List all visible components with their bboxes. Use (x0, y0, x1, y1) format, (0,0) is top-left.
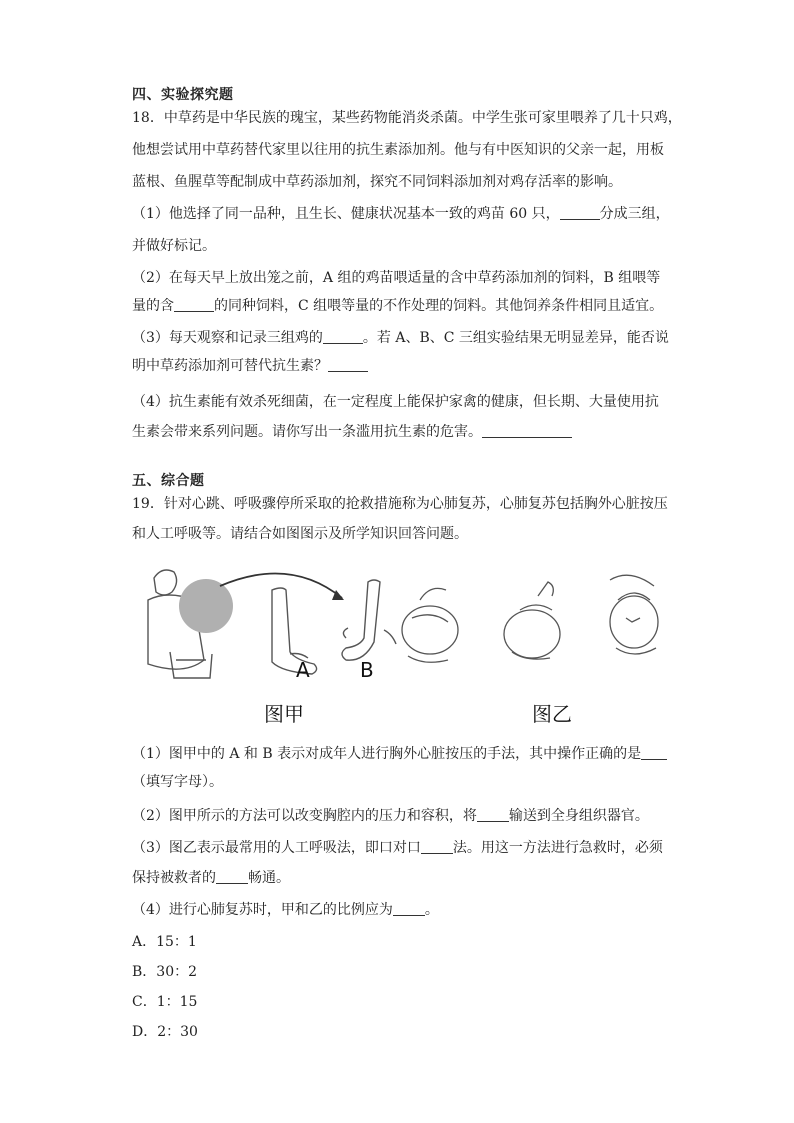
q18-part1-text: （1）他选择了同一品种，且生长、健康状况基本一致的鸡苗 60 只， (132, 206, 560, 222)
figure-label-a: A (296, 658, 310, 682)
q19-part3-text-2: 法。用这一方法进行急救时，必须 (452, 840, 663, 856)
q18-intro-line-1: 18．中草药是中华民族的瑰宝，某些药物能消炎杀菌。中学生张可家里喂养了几十只鸡， (132, 110, 682, 126)
answer-blank[interactable] (328, 357, 368, 372)
q19-part4-text-2: 。 (424, 902, 439, 918)
q19-part4 (132, 900, 439, 920)
q18-part3-text: （3）每天观察和记录三组鸡的 (132, 330, 323, 346)
q18-intro-line-3: 蓝根、鱼腥草等配制成中草药添加剂，探究不同饲料添加剂对鸡存活率的影响。 (132, 174, 622, 190)
hands-b-illustration (342, 580, 396, 660)
q19-part2 (132, 806, 649, 826)
option-b[interactable]: B．30：2 (132, 964, 198, 980)
figure-label-b: B (360, 658, 374, 682)
cpr-illustration (140, 560, 660, 730)
q19-part3-text-3: 保持被救者的 (132, 870, 216, 886)
answer-blank[interactable] (477, 807, 509, 822)
q18-part2-text-2: 的同种饲料，C 组喂等量的不作处理的饲料。其他饲养条件相同且适宜。 (214, 298, 664, 314)
figure-caption-jia: 图甲 (264, 702, 304, 726)
q19-part2-text: （2）图甲所示的方法可以改变胸腔内的压力和容积，将 (132, 808, 477, 824)
q18-part1 (132, 204, 670, 224)
q18-part4: （4）抗生素能有效杀死细菌，在一定程度上能保护家禽的健康，但长期、大量使用抗 (132, 394, 659, 410)
answer-blank[interactable] (216, 869, 248, 884)
answer-blank[interactable] (560, 205, 600, 220)
q18-part1-text-2: 分成三组， (599, 206, 670, 222)
answer-blank[interactable] (421, 839, 453, 854)
section-title-experiment: 四、实验探究题 (132, 87, 234, 103)
answer-blank[interactable] (323, 329, 363, 344)
option-a[interactable]: A．15：1 (132, 934, 197, 950)
answer-blank[interactable] (641, 745, 667, 760)
q19-part1 (132, 744, 667, 764)
q18-part3-cont (132, 356, 368, 376)
q18-part4-cont (132, 422, 572, 442)
q18-part3-text-3: 明中草药添加剂可替代抗生素？ (132, 358, 328, 374)
q19-part3 (132, 838, 663, 858)
q18-part2-text: 量的含 (132, 298, 174, 314)
option-c[interactable]: C．1：15 (132, 994, 198, 1010)
q19-part2-text-2: 输送到全身组织器官。 (508, 808, 649, 824)
answer-blank[interactable] (174, 297, 214, 312)
answer-blank[interactable] (482, 423, 572, 438)
q19-part3-cont (132, 868, 290, 888)
q19-part3-text: （3）图乙表示最常用的人工呼吸法，即口对口 (132, 840, 421, 856)
q19-part4-text: （4）进行心肺复苏时，甲和乙的比例应为 (132, 902, 393, 918)
option-d[interactable]: D．2：30 (132, 1024, 198, 1040)
compression-area-marker (179, 579, 233, 633)
q18-part1-cont: 并做好标记。 (132, 238, 216, 254)
q18-intro-line-2: 他想尝试用中草药替代家里以往用的抗生素添加剂。他与有中医知识的父亲一起，用板 (132, 142, 664, 158)
q19-intro-line-1: 19．针对心跳、呼吸骤停所采取的抢救措施称为心肺复苏，心肺复苏包括胸外心脏按压 (132, 496, 668, 512)
q19-intro-line-2: 和人工呼吸等。请结合如图图示及所学知识回答问题。 (132, 526, 468, 542)
q18-part2: （2）在每天早上放出笼之前，A 组的鸡苗喂适量的含中草药添加剂的饲料，B 组喂等 (132, 270, 661, 286)
q18-part3-text-2: 。若 A、B、C 三组实验结果无明显差异，能否说 (362, 330, 669, 346)
rescue-breathing-step3 (610, 575, 658, 654)
cpr-figure (140, 560, 660, 730)
q19-part1-text: （1）图甲中的 A 和 B 表示对成年人进行胸外心脏按压的手法，其中操作正确的是 (132, 746, 642, 762)
q18-part2-cont (132, 296, 663, 316)
q19-part1-cont: （填写字母）。 (132, 774, 223, 790)
q19-part3-text-4: 畅通。 (248, 870, 290, 886)
arrow-icon (220, 574, 342, 599)
rescue-breathing-step2 (504, 582, 560, 659)
q18-part3 (132, 328, 669, 348)
answer-blank[interactable] (393, 901, 425, 916)
section-title-comprehensive: 五、综合题 (132, 473, 205, 489)
q18-part4-text: 生素会带来系列问题。请你写出一条滥用抗生素的危害。 (132, 424, 482, 440)
figure-caption-yi: 图乙 (532, 702, 572, 726)
rescue-breathing-step1 (402, 588, 458, 662)
